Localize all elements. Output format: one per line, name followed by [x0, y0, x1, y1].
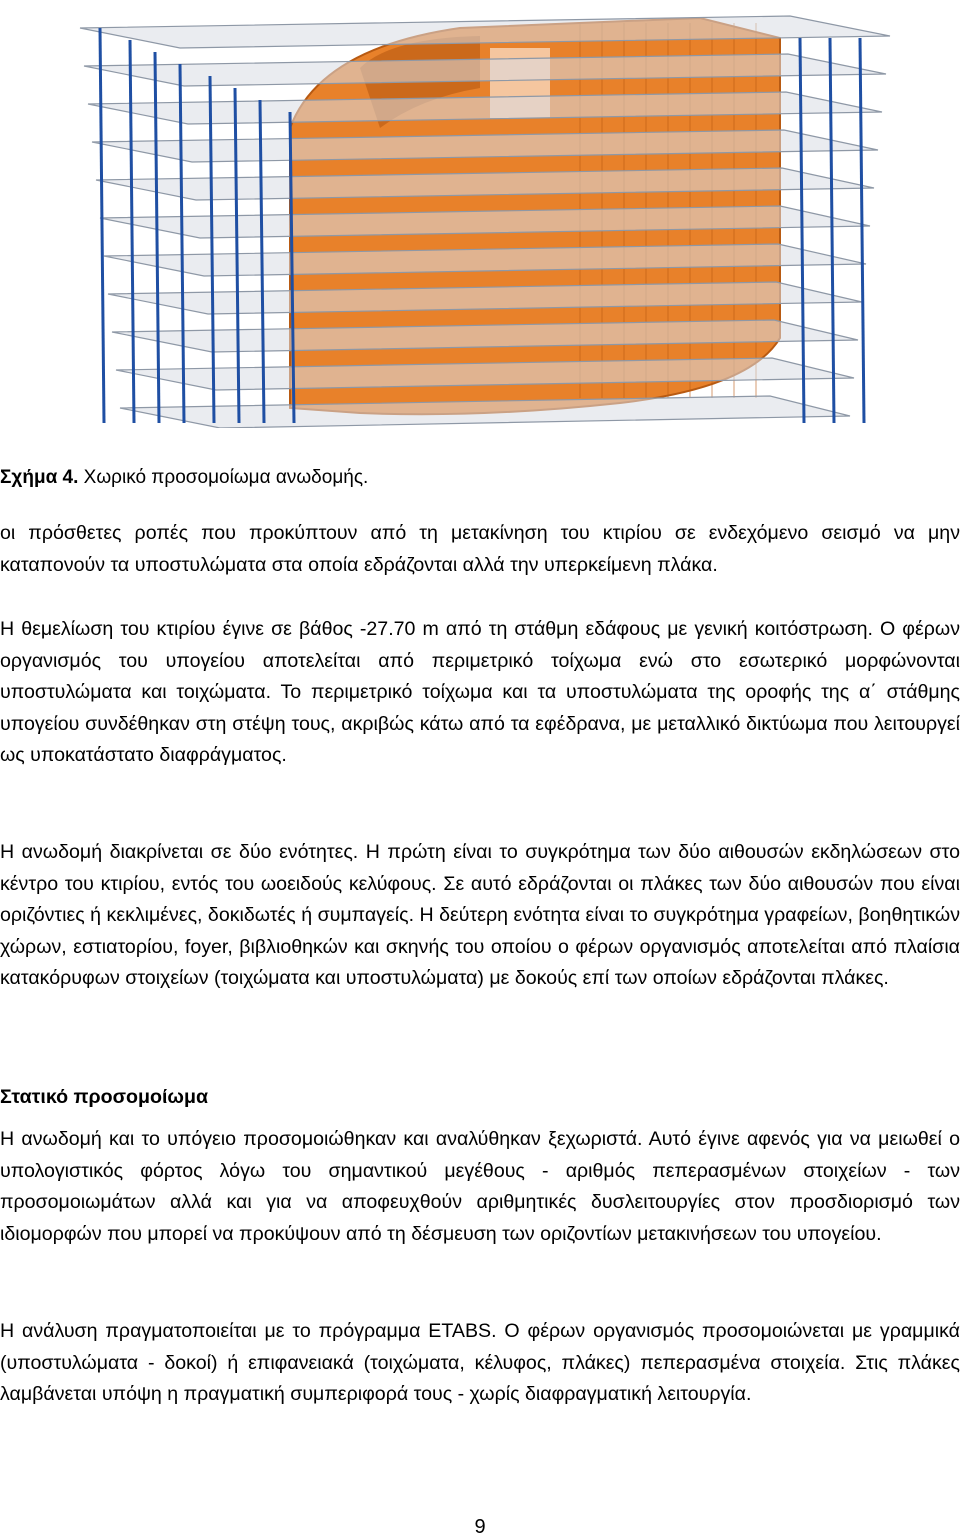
paragraph-5: Η ανάλυση πραγματοποιείται με το πρόγραμμα ETABS. Ο φέρων οργανισμός προσομοιώνεται με γραμμικά (υποστυλώματα - δοκοί) ή επιφανειακά (τοιχώματα, κέλυφος, πλάκες) πεπερασμένα στοιχεία. Στις πλάκες λαμβάνεται υπόψη η πραγματική συμπεριφορά τους - χωρίς διαφραγματική λειτουργία.: [0, 1320, 960, 1405]
column: [830, 38, 834, 423]
building-structural-model-figure: [60, 8, 900, 428]
figure-caption-text: Χωρικό προσομοίωμα ανωδομής.: [83, 467, 369, 488]
paragraph-1: οι πρόσθετες ροπές που προκύπτουν από τη μετακίνηση του κτιρίου σε ενδεχόμενο σεισμό να μην καταπονούν τα υποστυλώματα στα οποία εδράζονται αλλά την υπερκείμενη πλάκα.: [0, 522, 960, 576]
paragraph-4: Η ανωδομή και το υπόγειο προσομοιώθηκαν και αναλύθηκαν ξεχωριστά. Αυτό έγινε αφενός για να μειωθεί ο υπολογιστικός φόρτος λόγω του σημαντικού μεγέθους - αριθμός πεπερασμένων στοιχείων - των προσομοιωμάτων αλλά και για να αποφευχθούν αριθμητικές δυσλειτουργίες στον προσδιορισμό των ιδιομορφών που μπορεί να προκύψουν από τη δέσμευση των οριζοντίων μετακινήσεων του υπογείου.: [0, 1128, 960, 1245]
floor-slab: [116, 358, 854, 390]
column: [130, 40, 134, 423]
column: [100, 28, 104, 423]
figure-caption-label: Σχήμα 4.: [0, 467, 79, 488]
section-heading: Στατικό προσομοίωμα: [0, 1086, 208, 1108]
page-number: 9: [474, 1516, 486, 1538]
paragraph-2: Η θεμελίωση του κτιρίου έγινε σε βάθος -27.70 m από τη στάθμη εδάφους με γενική κοιτόστρωση. Ο φέρων οργανισμός του υπογείου αποτελείται από περιμετρικό τοίχωμα ενώ στο εσωτερικό μορφώνονται υποστυλώματα και τοιχώματα. Το περιμετρικό τοίχωμα και τα υποστυλώματα της οροφής της α΄ στάθμης υπογείου συνδέθηκαν στη στέψη τους, ακριβώς κάτω από τα εφέδρανα, με μεταλλικό δικτύωμα που λειτουργεί ως υποκατάστατο διαφράγματος.: [0, 618, 960, 766]
paragraph-3: Η ανωδομή διακρίνεται σε δύο ενότητες. Η πρώτη είναι το συγκρότημα των δύο αιθουσών εκδηλώσεων στο κέντρο του κτιρίου, εντός του ωοειδούς κελύφους. Σε αυτό εδράζονται οι πλάκες των δύο αιθουσών που είναι οριζόντιες ή κεκλιμένες, δοκιδωτές ή συμπαγείς. Η δεύτερη ενότητα είναι το συγκρότημα γραφείων, βοηθητικών χώρων, εστιατορίου, foyer, βιβλιοθηκών και σκηνής του οποίου ο φέρων οργανισμός αποτελείται από πλαίσια κατακόρυφων στοιχείων (τοιχώματα και υποστυλώματα) με δοκούς επί των οποίων εδράζονται πλάκες.: [0, 841, 960, 989]
column: [860, 38, 864, 423]
figure-caption: [0, 464, 960, 492]
floor-slab: [120, 396, 850, 428]
